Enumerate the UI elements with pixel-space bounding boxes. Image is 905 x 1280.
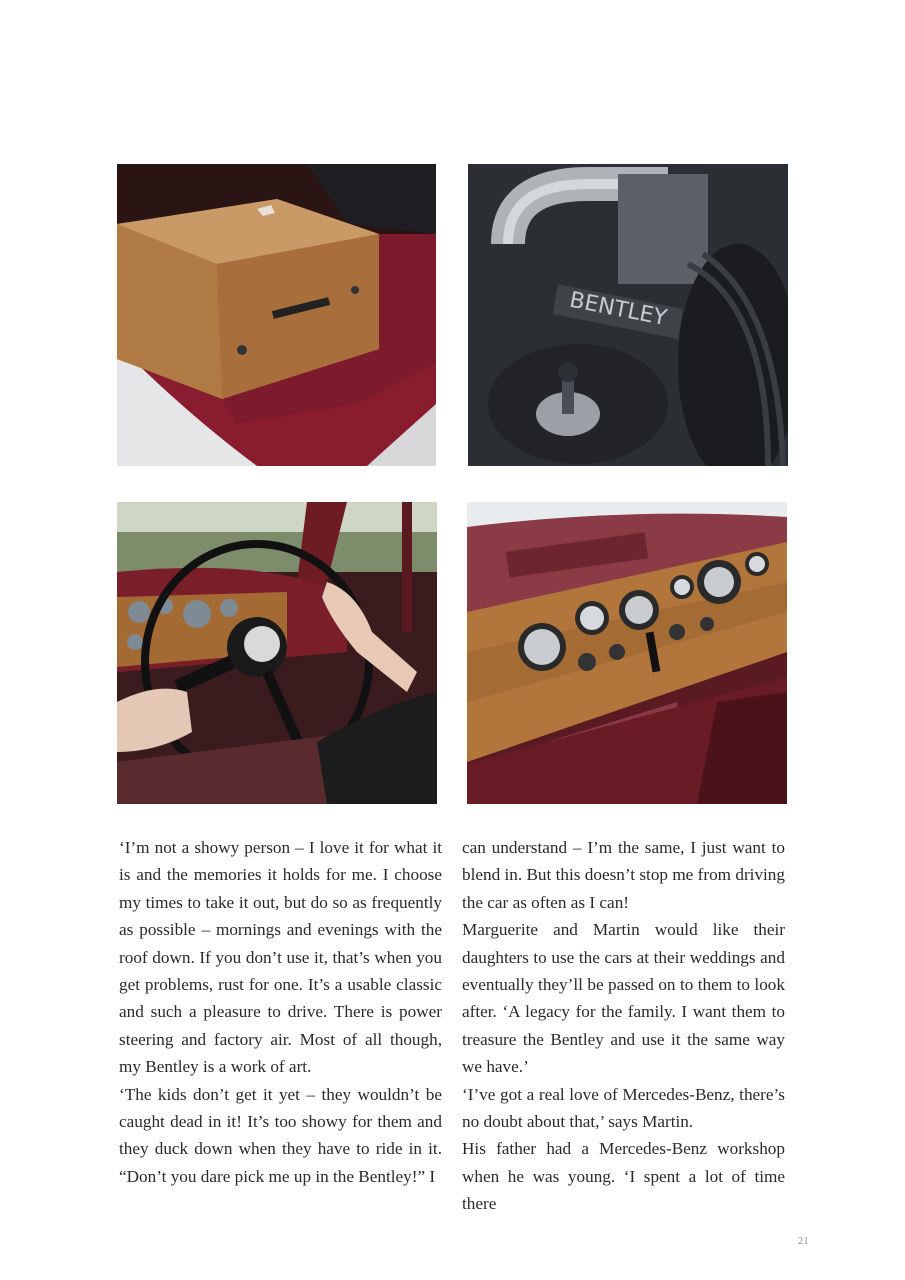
photo-box-in-boot: [117, 164, 436, 466]
engine-badge-text: BENTLEY: [567, 287, 669, 332]
paragraph: ‘I’m not a showy person – I love it for what it is and the memories it holds for me. I choose my times to take it out, but do so as frequently as possible – mornings and evenings with the roof down. If you don’t use it, that’s when you get problems, rust for one. It’s a usable classic and such a pleasure to drive. There is power steering and factory air. Most of all though, my Bentley is a work of art.: [119, 838, 442, 1077]
paragraph: ‘I’ve got a real love of Mercedes-Benz, there’s no doubt about that,’ says Martin.: [462, 1084, 785, 1132]
engine-illustration: [468, 164, 788, 466]
photo-steering-wheel: [117, 502, 437, 804]
paragraph: ‘The kids don’t get it yet – they wouldn’t be caught dead in it! It’s too showy for them and they duck down when they have to ride in it. “Don’t you dare pick me up in the Bentley!” I: [119, 1084, 442, 1186]
article-column-left: [119, 834, 442, 1190]
photo-dashboard: [467, 502, 787, 804]
box-illustration: [117, 164, 436, 466]
paragraph: Marguerite and Martin would like their daughters to use the cars at their weddings and eventually they’ll be passed on to them to look after. ‘A legacy for the family. I want them to treasure the Bentley and use it the same way we have.’: [462, 920, 785, 1077]
wheel-illustration: [117, 502, 437, 804]
page-number: 21: [798, 1236, 809, 1247]
paragraph: can understand – I’m the same, I just want to blend in. But this doesn’t stop me from driving the car as often as I can!: [462, 838, 785, 912]
article-column-right: [462, 834, 785, 1218]
paragraph: His father had a Mercedes-Benz workshop when he was young. ‘I spent a lot of time there: [462, 1139, 785, 1214]
dashboard-illustration: [467, 502, 787, 804]
photo-engine-bay: [468, 164, 788, 466]
